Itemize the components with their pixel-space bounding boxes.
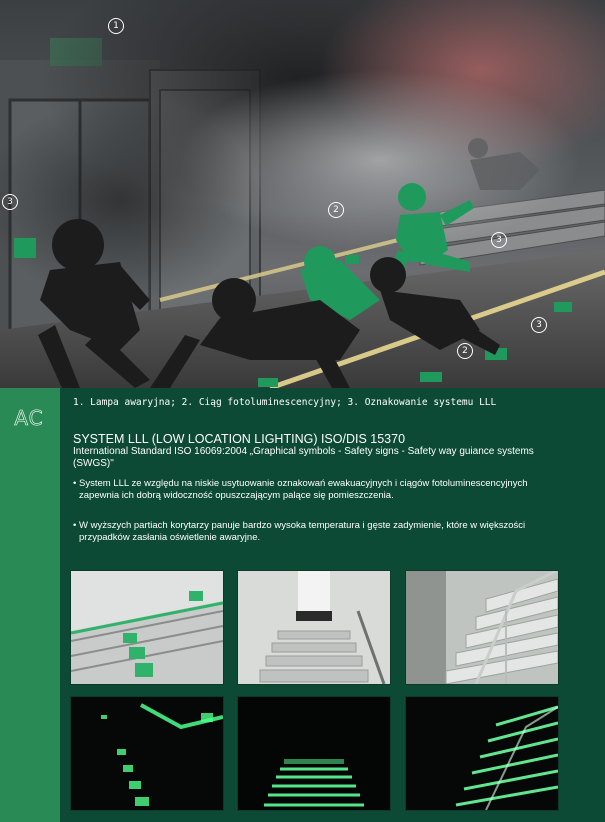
photo-glow-floor-signs-dark [70, 696, 224, 811]
bullet-2-line-1: W wyższych partiach korytarzy panuje bardzo wysoka temperatura i gęste zadymienie, które w większości [79, 520, 526, 531]
marker-1-emergency-lamp: 1 [108, 18, 124, 34]
bullet-item-2 [73, 520, 593, 544]
marker-3-lll-sign-floor: 3 [531, 317, 547, 333]
marker-3-lll-sign-left: 3 [2, 194, 18, 210]
marker-2-photoluminescent-strip: 2 [328, 202, 344, 218]
marker-2-photoluminescent-strip-floor: 2 [457, 343, 473, 359]
photo-corridor-stairs-down [237, 570, 391, 685]
bullet-item-1 [73, 478, 593, 502]
smoke-corridor-scene [0, 0, 605, 388]
photo-stairs-with-floor-signs [70, 570, 224, 685]
bullet-dot-icon: • [73, 478, 77, 489]
section-subtitle: International Standard ISO 16069:2004 „Graphical symbols - Safety signs - Safety way guiance systems (SWGS)" [73, 446, 534, 469]
photo-glow-stairs-railing [405, 696, 559, 811]
figure-caption: 1. Lampa awaryjna; 2. Ciąg fotoluminescencyjny; 3. Oznakowanie systemu LLL [73, 397, 497, 408]
bullet-dot-icon: • [73, 520, 77, 531]
bullet-1-line-1: System LLL ze względu na niskie usytuowanie oznakowań ewakuacyjnych i ciągów fotoluminescencyjnych [79, 478, 528, 489]
marker-3-lll-sign-stairs: 3 [491, 232, 507, 248]
side-strip [0, 388, 60, 822]
bullet-1-line-2: zapewnia ich dobrą widoczność opuszczającym palące się pomieszczenia. [79, 490, 394, 501]
photo-stairs-with-railing [405, 570, 559, 685]
ac-logo: AC [14, 406, 44, 430]
hero-illustration [0, 0, 605, 388]
bullet-2-line-2: przypadków zasłania oświetlenie awaryjne. [79, 532, 261, 543]
photo-glow-stair-edges [237, 696, 391, 811]
section-title: SYSTEM LLL (LOW LOCATION LIGHTING) ISO/DIS 15370 [73, 432, 406, 446]
